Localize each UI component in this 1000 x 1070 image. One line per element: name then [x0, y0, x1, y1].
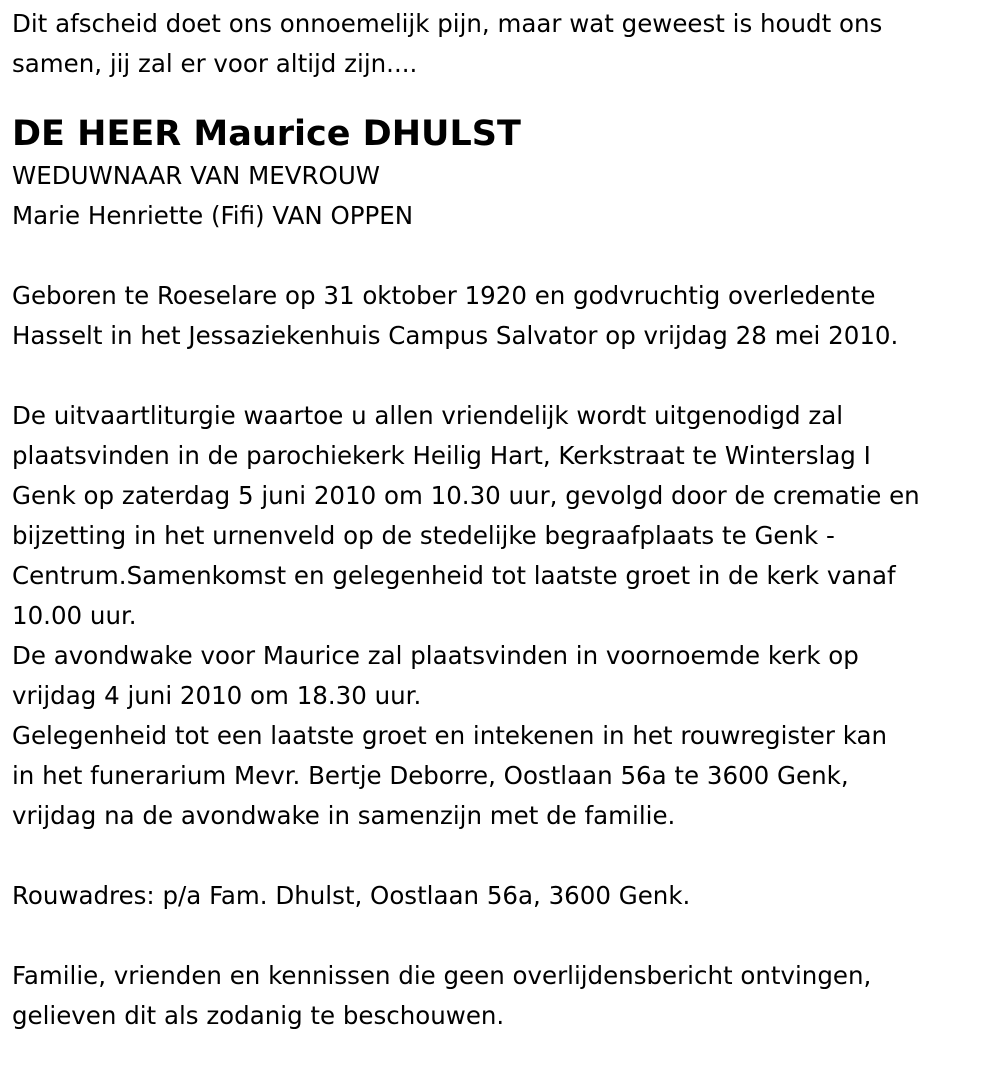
wake-paragraph	[12, 636, 992, 716]
funeral-line: bijzetting in het urnenveld op de stedelijke begraafplaats te Genk -	[12, 521, 835, 550]
relation-line: WEDUWNAAR VAN MEVROUW	[12, 161, 380, 190]
funeral-line: plaatsvinden in de parochiekerk Heilig Hart, Kerkstraat te Winterslag I	[12, 441, 871, 470]
wake-line: vrijdag 4 juni 2010 om 18.30 uur.	[12, 681, 422, 710]
intro-line: Dit afscheid doet ons onnoemelijk pijn, maar wat geweest is houdt ons	[12, 9, 883, 38]
funeral-line: Genk op zaterdag 5 juni 2010 om 10.30 uur, gevolgd door de crematie en	[12, 481, 920, 510]
intro-quote	[12, 4, 992, 84]
funeral-line: Centrum.Samenkomst en gelegenheid tot laatste groet in de kerk vanaf	[12, 561, 896, 590]
closing-paragraph	[12, 956, 992, 1036]
deceased-name: DE HEER Maurice DHULST	[12, 114, 521, 154]
address-line: Rouwadres: p/a Fam. Dhulst, Oostlaan 56a, 3600 Genk.	[12, 881, 691, 910]
condolence-paragraph	[12, 716, 992, 836]
obituary-notice	[12, 4, 992, 1036]
funeral-paragraph	[12, 396, 992, 636]
wake-line: De avondwake voor Maurice zal plaatsvinden in voornoemde kerk op	[12, 641, 859, 670]
condolence-line: vrijdag na de avondwake in samenzijn met de familie.	[12, 801, 676, 830]
spouse-name: Marie Henriette (Fifi) VAN OPPEN	[12, 201, 414, 230]
birth-death-line: Geboren te Roeselare op 31 oktober 1920 en godvruchtig overledente	[12, 281, 876, 310]
intro-line: samen, jij zal er voor altijd zijn....	[12, 49, 418, 78]
relation-block	[12, 156, 992, 236]
condolence-line: Gelegenheid tot een laatste groet en intekenen in het rouwregister kan	[12, 721, 887, 750]
mourning-address	[12, 876, 992, 916]
closing-line: gelieven dit als zodanig te beschouwen.	[12, 1001, 505, 1030]
birth-death-line: Hasselt in het Jessaziekenhuis Campus Salvator op vrijdag 28 mei 2010.	[12, 321, 899, 350]
funeral-line: 10.00 uur.	[12, 601, 137, 630]
condolence-line: in het funerarium Mevr. Bertje Deborre, Oostlaan 56a te 3600 Genk,	[12, 761, 849, 790]
birth-death-paragraph	[12, 276, 992, 356]
closing-line: Familie, vrienden en kennissen die geen overlijdensbericht ontvingen,	[12, 961, 872, 990]
funeral-line: De uitvaartliturgie waartoe u allen vriendelijk wordt uitgenodigd zal	[12, 401, 844, 430]
